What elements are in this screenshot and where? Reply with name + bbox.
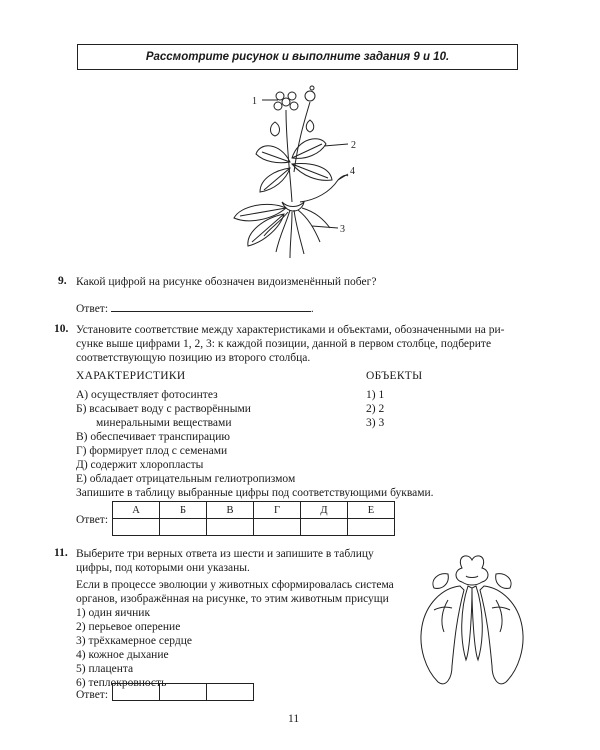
question-9-text: Какой цифрой на рисунке обозначен видоизменённый побег? <box>76 276 377 288</box>
question-10-text: Установите соответствие между характеристиками и объектами, обозначенными на ри- сунке выше цифрами 1, 2, 3: к каждой позиции, данной в первом столбце, подберите соответствующую позицию из второго столбца. <box>76 324 505 364</box>
answer-cell[interactable] <box>160 684 207 701</box>
list-item: В) обеспечивает транспирацию <box>76 431 230 443</box>
answer-11-table <box>112 683 254 701</box>
strawberry-plant-figure <box>220 82 370 262</box>
table-header-cell: А <box>113 502 160 519</box>
table-instruction: Запишите в таблицу выбранные цифры под соответствующими буквами. <box>76 487 434 499</box>
organ-system-figure <box>412 550 530 690</box>
list-item: 2) перьевое оперение <box>76 621 181 633</box>
list-item: 1) 1 <box>366 389 385 401</box>
list-item: 1) один яичник <box>76 607 151 619</box>
list-item: 3) трёхкамерное сердце <box>76 635 192 647</box>
answer-10-table <box>112 501 395 536</box>
question-11-options <box>76 606 192 690</box>
question-11-number: 11. <box>54 547 68 559</box>
objects-header: ОБЪЕКТЫ <box>366 370 423 382</box>
table-header-cell: Е <box>348 502 395 519</box>
answer-cell[interactable] <box>160 519 207 536</box>
figure-label-4: 4 <box>350 166 355 177</box>
question-9-number: 9. <box>58 275 67 287</box>
task-banner: Рассмотрите рисунок и выполните задания 9 и 10. <box>77 44 518 70</box>
answer-9-line[interactable] <box>111 300 311 312</box>
table-header-cell: Б <box>160 502 207 519</box>
figure-label-3: 3 <box>340 224 345 235</box>
question-11-text: Выберите три верных ответа из шести и запишите в таблицу цифры, под которыми они указаны. Если в процессе эволюции у животных сформировалась система органов, изображённая на рисунке, то этим животным присущи <box>76 548 394 605</box>
table-header-cell: Д <box>301 502 348 519</box>
answer-cell[interactable] <box>301 519 348 536</box>
answer-cell[interactable] <box>254 519 301 536</box>
answer-cell[interactable] <box>113 519 160 536</box>
table-header-cell: В <box>207 502 254 519</box>
list-item: А) осуществляет фотосинтез <box>76 389 218 401</box>
list-item: 5) плацента <box>76 663 134 675</box>
list-item: 3) 3 <box>366 417 385 429</box>
list-item: Г) формирует плод с семенами <box>76 445 228 457</box>
answer-label: Ответ: <box>76 689 109 701</box>
answer-cell[interactable] <box>207 684 254 701</box>
answer-cell[interactable] <box>207 519 254 536</box>
table-header-cell: Г <box>254 502 301 519</box>
question-9-answer: Ответ: . <box>76 300 314 316</box>
list-item: 4) кожное дыхание <box>76 649 169 661</box>
answer-cell[interactable] <box>348 519 395 536</box>
answer-label: Ответ: <box>76 303 109 315</box>
objects-list <box>366 388 384 430</box>
question-10-number: 10. <box>54 323 69 335</box>
list-item: минеральными веществами <box>96 417 232 429</box>
list-item: 6) теплокровность <box>76 677 167 689</box>
list-item: Е) обладает отрицательным гелиотропизмом <box>76 473 296 485</box>
figure-label-2: 2 <box>351 140 356 151</box>
page-number: 11 <box>288 713 300 725</box>
list-item: Б) всасывает воду с растворёнными <box>76 403 251 415</box>
answer-cell[interactable] <box>113 684 160 701</box>
characteristics-header: ХАРАКТЕРИСТИКИ <box>76 370 186 382</box>
characteristics-list <box>76 388 295 486</box>
figure-label-1: 1 <box>252 96 257 107</box>
answer-label: Ответ: <box>76 514 109 526</box>
list-item: Д) содержит хлоропласты <box>76 459 204 471</box>
list-item: 2) 2 <box>366 403 385 415</box>
